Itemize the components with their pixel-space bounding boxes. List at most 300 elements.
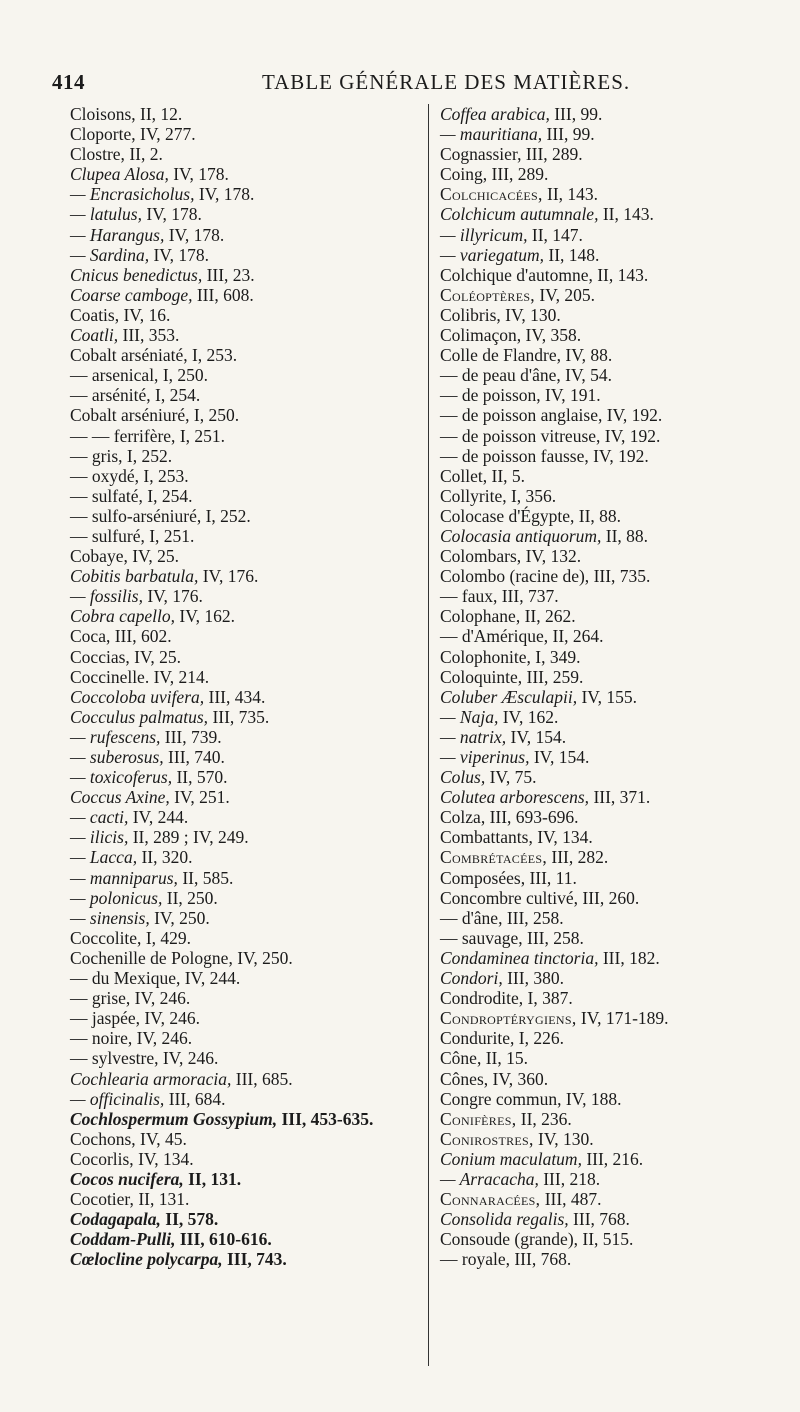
- index-entry: [70, 426, 418, 446]
- entry-reference: IV, 250.: [232, 947, 293, 968]
- entry-reference: III, 258.: [502, 907, 564, 928]
- entry-term: — sulfaté,: [70, 485, 143, 506]
- index-entry: [70, 868, 418, 888]
- index-entry: [440, 1209, 780, 1229]
- entry-term: Cobalt arséniaté,: [70, 345, 188, 366]
- index-entry: [440, 225, 780, 245]
- entry-term: — viperinus,: [440, 747, 530, 767]
- entry-reference: II, 147.: [527, 224, 583, 245]
- entry-term: Colza,: [440, 807, 486, 828]
- entry-reference: IV, 251.: [169, 787, 230, 808]
- entry-reference: IV, 171-189.: [576, 1008, 669, 1029]
- entry-term: Colocase d'Égypte,: [440, 505, 575, 526]
- entry-term: — Harangus,: [70, 224, 165, 245]
- entry-reference: IV, 188.: [561, 1088, 622, 1109]
- entry-term: — rufescens,: [70, 726, 161, 747]
- entry-term: Collet,: [440, 465, 488, 486]
- entry-reference: IV, 246.: [132, 1028, 193, 1049]
- entry-reference: II, 131.: [183, 1168, 242, 1189]
- entry-reference: III, 684.: [164, 1088, 226, 1109]
- index-entry: [440, 647, 780, 667]
- index-entry: [70, 184, 418, 204]
- entry-reference: III, 289.: [487, 164, 549, 185]
- entry-reference: II, 585.: [177, 867, 234, 888]
- entry-term: — natrix,: [440, 726, 507, 747]
- entry-reference: III, 685.: [231, 1068, 293, 1089]
- index-entry: [70, 787, 418, 807]
- entry-term: Cochlospermum Gossypium,: [70, 1108, 278, 1129]
- entry-term: Condori,: [440, 968, 503, 989]
- index-entry: [70, 988, 418, 1008]
- index-entry: [70, 827, 418, 847]
- entry-reference: IV, 154.: [506, 726, 567, 747]
- index-entry: [70, 707, 418, 727]
- index-entry: [440, 446, 780, 466]
- entry-term: Cnicus benedictus,: [70, 264, 203, 285]
- entry-reference: IV, 176.: [142, 586, 203, 607]
- entry-reference: III, 380.: [502, 968, 564, 989]
- entry-reference: III, 735.: [208, 706, 270, 727]
- entry-term: Collyrite,: [440, 485, 507, 506]
- entry-reference: II, 131.: [133, 1189, 190, 1210]
- entry-reference: IV, 246.: [158, 1048, 219, 1069]
- index-entry: [70, 265, 418, 285]
- entry-term: — sulfuré,: [70, 525, 145, 546]
- entry-reference: III, 216.: [581, 1148, 644, 1169]
- index-entry: [70, 365, 418, 385]
- entry-term: — oxydé,: [70, 465, 140, 486]
- entry-reference: IV, 155.: [577, 686, 638, 707]
- entry-term: — sauvage,: [440, 927, 523, 948]
- index-entry: [440, 667, 780, 687]
- index-entry: [440, 948, 780, 968]
- entry-reference: I, 349.: [530, 646, 581, 667]
- entry-term: Coccolite,: [70, 927, 142, 948]
- entry-reference: IV, 134.: [532, 827, 593, 848]
- index-entry: [440, 586, 780, 606]
- entry-term: — Lacca,: [70, 847, 138, 868]
- running-title: TABLE GÉNÉRALE DES MATIÈRES.: [262, 70, 631, 94]
- entry-term: — Encrasicholus,: [70, 184, 195, 205]
- entry-term: — sulfo-arséniuré,: [70, 505, 202, 526]
- entry-term: Colus,: [440, 767, 486, 788]
- entry-term: Cocos nucifera,: [70, 1168, 184, 1189]
- entry-term: Coloquinte,: [440, 666, 523, 687]
- index-entry: [440, 807, 780, 827]
- index-entry: [70, 1028, 418, 1048]
- entry-term: Colophonite,: [440, 646, 531, 667]
- entry-reference: IV, 75.: [485, 767, 537, 788]
- entry-reference: III, 259.: [522, 666, 584, 687]
- entry-reference: III, 610-616.: [175, 1229, 272, 1250]
- entry-term: Condurite,: [440, 1028, 515, 1049]
- entry-term: Coluber Æsculapii,: [440, 686, 578, 707]
- index-entry: [70, 928, 418, 948]
- entry-reference: III, 260.: [578, 887, 640, 908]
- entry-reference: IV, 178.: [141, 204, 202, 225]
- entry-term: Combattants,: [440, 827, 533, 848]
- entry-reference: III, 282.: [547, 847, 609, 868]
- entry-reference: III, 735.: [589, 566, 651, 587]
- index-entry: [440, 606, 780, 626]
- entry-reference: IV, 192.: [602, 405, 663, 426]
- entry-term: Colombars,: [440, 546, 522, 567]
- index-entry: [440, 1189, 780, 1209]
- entry-term: Combrétacées,: [440, 847, 547, 868]
- index-entry: [440, 405, 780, 425]
- entry-term: Cônes,: [440, 1068, 489, 1089]
- index-entry: [440, 888, 780, 908]
- entry-term: Colimaçon,: [440, 325, 522, 346]
- index-entry: [70, 1149, 418, 1169]
- entry-reference: II, 515.: [578, 1229, 634, 1250]
- entry-reference: IV, 132.: [521, 546, 582, 567]
- entry-reference: III, 289.: [521, 144, 583, 165]
- entry-reference: IV, 358.: [521, 325, 582, 346]
- entry-reference: IV, 250.: [149, 907, 210, 928]
- index-entry: [440, 184, 780, 204]
- index-entry: [440, 687, 780, 707]
- entry-term: Colchicacées,: [440, 184, 543, 205]
- index-entry: [440, 486, 780, 506]
- entry-reference: III, 693-696.: [485, 807, 579, 828]
- index-entry: [70, 888, 418, 908]
- entry-reference: IV, 244.: [180, 968, 241, 989]
- entry-term: — ilicis,: [70, 827, 129, 848]
- entry-reference: II, 264.: [548, 626, 604, 647]
- entry-reference: III, 99.: [542, 124, 595, 145]
- index-entry: [70, 446, 418, 466]
- index-entry: [440, 868, 780, 888]
- index-entry: [440, 707, 780, 727]
- index-entry: [440, 988, 780, 1008]
- entry-term: — d'Amérique,: [440, 626, 549, 647]
- index-entry: [440, 1028, 780, 1048]
- entry-term: Colchique d'automne,: [440, 264, 593, 285]
- entry-term: Cobaye,: [70, 546, 128, 567]
- entry-term: — de poisson fausse,: [440, 445, 589, 466]
- entry-reference: III, 608.: [192, 284, 254, 305]
- entry-term: — cacti,: [70, 807, 129, 828]
- index-entry: [440, 124, 780, 144]
- entry-reference: III, 99.: [549, 104, 603, 124]
- index-entry: [440, 144, 780, 164]
- entry-term: — de poisson vitreuse,: [440, 425, 601, 446]
- entry-reference: IV, 134.: [133, 1148, 194, 1169]
- entry-reference: IV, 154.: [529, 747, 590, 767]
- entry-term: Congre commun,: [440, 1088, 562, 1109]
- entry-term: Colocasia antiquorum,: [440, 525, 602, 546]
- entry-reference: III, 740.: [163, 747, 225, 767]
- entry-term: Cocculus palmatus,: [70, 706, 209, 727]
- entry-reference: I, 253.: [187, 345, 238, 366]
- entry-reference: IV, 130.: [533, 1128, 594, 1149]
- index-entry: [70, 526, 418, 546]
- entry-term: Coffea arabica,: [440, 104, 550, 124]
- entry-term: Cochlearia armoracia,: [70, 1068, 232, 1089]
- entry-reference: I, 250.: [189, 405, 240, 426]
- entry-term: Composées,: [440, 867, 526, 888]
- index-entry: [440, 908, 780, 928]
- entry-term: Coarse camboge,: [70, 284, 193, 305]
- index-entry: [440, 1169, 780, 1189]
- entry-reference: II, 262.: [520, 606, 576, 627]
- entry-reference: II, 2.: [124, 144, 163, 165]
- entry-term: Coatis,: [70, 304, 120, 325]
- index-entry: [70, 164, 418, 184]
- index-entry: [440, 204, 780, 224]
- entry-term: — arsénité,: [70, 385, 151, 406]
- entry-reference: I, 250.: [158, 365, 209, 386]
- entry-reference: I, 429.: [141, 927, 192, 948]
- entry-term: — — ferrifère,: [70, 425, 176, 446]
- index-entry: [70, 345, 418, 365]
- index-entry: [70, 626, 418, 646]
- entry-reference: I, 251.: [144, 525, 195, 546]
- entry-reference: III, 487.: [540, 1189, 602, 1210]
- entry-reference: I, 253.: [139, 465, 189, 486]
- entry-reference: III, 218.: [538, 1168, 601, 1189]
- entry-term: Condroptérygiens,: [440, 1008, 577, 1029]
- entry-term: — d'âne,: [440, 907, 503, 928]
- entry-reference: III, 743.: [222, 1249, 287, 1270]
- entry-term: Coccinelle.: [70, 666, 150, 687]
- index-entry: [440, 1229, 780, 1249]
- entry-term: Codagapala,: [70, 1209, 161, 1230]
- entry-term: — Sardina,: [70, 244, 150, 265]
- index-entry: [70, 325, 418, 345]
- entry-term: Colombo (racine de),: [440, 566, 590, 587]
- entry-reference: IV, 88.: [561, 345, 613, 366]
- entry-term: Connaracées,: [440, 1189, 541, 1210]
- entry-reference: II, 148.: [544, 244, 600, 265]
- index-entry: [440, 1149, 780, 1169]
- entry-reference: IV, 214.: [149, 666, 210, 687]
- index-entry: [70, 1109, 418, 1129]
- entry-term: Condaminea tinctoria,: [440, 947, 599, 968]
- index-entry: [70, 1008, 418, 1028]
- entry-term: Coccias,: [70, 646, 130, 667]
- index-entry: [70, 1229, 418, 1249]
- entry-reference: IV, 360.: [488, 1068, 549, 1089]
- index-entry: [440, 968, 780, 988]
- index-entry: [440, 1109, 780, 1129]
- entry-reference: I, 252.: [201, 505, 251, 526]
- index-entry: [440, 104, 780, 124]
- entry-term: Cobitis barbatula,: [70, 566, 199, 587]
- entry-term: Cochenille de Pologne,: [70, 947, 233, 968]
- entry-term: Colchicum autumnale,: [440, 204, 599, 225]
- index-entry: [70, 667, 418, 687]
- entry-term: — suberosus,: [70, 747, 164, 767]
- entry-term: Coing,: [440, 164, 488, 185]
- index-entry: [440, 1008, 780, 1028]
- entry-reference: III, 768.: [509, 1249, 572, 1270]
- entry-term: Colutea arborescens,: [440, 787, 590, 808]
- index-entry: [70, 807, 418, 827]
- entry-term: Consolida regalis,: [440, 1209, 569, 1230]
- entry-reference: II, 143.: [598, 204, 654, 225]
- index-entry: [70, 1209, 418, 1229]
- index-entry: [440, 385, 780, 405]
- entry-reference: I, 356.: [506, 485, 557, 506]
- index-entry: [70, 1189, 418, 1209]
- index-entry: [70, 245, 418, 265]
- entry-reference: IV, 178.: [149, 244, 210, 265]
- index-entry: [70, 466, 418, 486]
- entry-term: Cocorlis,: [70, 1148, 134, 1169]
- entry-reference: III, 434.: [204, 686, 266, 707]
- index-entry: [440, 365, 780, 385]
- entry-term: Cône,: [440, 1048, 482, 1069]
- entry-reference: I, 226.: [514, 1028, 564, 1049]
- index-entry: [440, 426, 780, 446]
- index-entry: [440, 325, 780, 345]
- entry-reference: IV, 192.: [600, 425, 661, 446]
- entry-reference: II, 15.: [481, 1048, 528, 1069]
- index-entry: [70, 204, 418, 224]
- index-entry: [440, 767, 780, 787]
- index-entry: [440, 787, 780, 807]
- entry-reference: IV, 246.: [130, 988, 191, 1009]
- index-entry: [440, 566, 780, 586]
- index-entry: [440, 827, 780, 847]
- entry-term: Cloisons,: [70, 104, 136, 124]
- index-entry: [70, 908, 418, 928]
- index-entry: [440, 506, 780, 526]
- entry-reference: IV, 162.: [498, 706, 559, 727]
- entry-term: Cloporte,: [70, 124, 136, 145]
- entry-term: — Naja,: [440, 706, 499, 727]
- index-entry: [70, 405, 418, 425]
- index-entry: [70, 225, 418, 245]
- index-entry: [70, 285, 418, 305]
- entry-term: — de poisson anglaise,: [440, 405, 603, 426]
- index-entry: [70, 968, 418, 988]
- entry-term: Coatli,: [70, 325, 119, 346]
- page-header: [52, 66, 760, 102]
- index-entry: [440, 305, 780, 325]
- entry-term: — gris,: [70, 445, 123, 466]
- entry-reference: II, 88.: [574, 505, 622, 526]
- index-entry: [70, 847, 418, 867]
- entry-term: — royale,: [440, 1249, 510, 1270]
- index-entry: [70, 1249, 418, 1269]
- entry-reference: IV, 130.: [500, 304, 561, 325]
- entry-reference: IV, 192.: [588, 445, 649, 466]
- entry-reference: IV, 176.: [198, 566, 259, 587]
- index-entry: [440, 466, 780, 486]
- index-entry: [70, 566, 418, 586]
- index-entry: [440, 747, 780, 767]
- entry-reference: III, 353.: [118, 325, 180, 346]
- entry-reference: IV, 178.: [168, 164, 229, 185]
- index-entry: [70, 767, 418, 787]
- entry-reference: II, 578.: [160, 1209, 219, 1230]
- entry-reference: III, 11.: [525, 867, 577, 888]
- entry-term: — toxicoferus,: [70, 767, 173, 788]
- entry-term: — manniparus,: [70, 867, 178, 888]
- entry-reference: IV, 45.: [135, 1128, 187, 1149]
- entry-reference: III, 23.: [202, 264, 255, 285]
- index-entry: [440, 265, 780, 285]
- entry-term: Cognassier,: [440, 144, 522, 165]
- index-entry: [440, 1129, 780, 1149]
- entry-term: — sylvestre,: [70, 1048, 159, 1069]
- entry-reference: IV, 178.: [194, 184, 255, 205]
- entry-reference: III, 371.: [589, 787, 651, 808]
- entry-reference: IV, 191.: [540, 385, 601, 406]
- column-divider: [428, 104, 429, 1366]
- index-entry: [70, 1169, 418, 1189]
- index-entry: [70, 104, 418, 124]
- entry-term: — de poisson,: [440, 385, 541, 406]
- entry-term: — latulus,: [70, 204, 142, 225]
- entry-term: Clostre,: [70, 144, 125, 165]
- entry-term: Cobra capello,: [70, 606, 175, 627]
- entry-reference: II, 289 ; IV, 249.: [128, 827, 249, 848]
- index-entry: [70, 727, 418, 747]
- entry-reference: I, 252.: [122, 445, 173, 466]
- entry-reference: I, 254.: [150, 385, 201, 406]
- entry-term: — faux,: [440, 586, 498, 607]
- entry-term: — officinalis,: [70, 1088, 165, 1109]
- index-entry: [440, 1249, 780, 1269]
- index-entry: [70, 687, 418, 707]
- entry-term: Coca,: [70, 626, 111, 647]
- entry-term: Cocotier,: [70, 1189, 134, 1210]
- index-entry: [70, 747, 418, 767]
- entry-reference: III, 602.: [110, 626, 172, 647]
- entry-term: Clupea Alosa,: [70, 164, 169, 185]
- entry-reference: II, 12.: [135, 104, 183, 124]
- index-entry: [440, 164, 780, 184]
- entry-reference: III, 768.: [568, 1209, 630, 1230]
- index-entry: [440, 1069, 780, 1089]
- entry-term: Concombre cultivé,: [440, 887, 579, 908]
- entry-reference: III, 258.: [522, 927, 584, 948]
- index-entry: [70, 486, 418, 506]
- entry-term: Colibris,: [440, 304, 501, 325]
- index-entry: [70, 1089, 418, 1109]
- entry-reference: II, 570.: [172, 767, 228, 788]
- entry-reference: IV, 16.: [119, 304, 171, 325]
- index-entry: [70, 948, 418, 968]
- index-column-right: [440, 104, 780, 1269]
- entry-reference: IV, 178.: [164, 224, 225, 245]
- entry-term: — illyricum,: [440, 224, 528, 245]
- entry-reference: II, 143.: [592, 264, 649, 285]
- entry-reference: IV, 162.: [175, 606, 235, 627]
- entry-term: — grise,: [70, 988, 131, 1009]
- page-number: 414: [52, 70, 85, 94]
- entry-term: Coccus Axine,: [70, 787, 170, 808]
- index-entry: [70, 124, 418, 144]
- entry-term: — de peau d'âne,: [440, 365, 561, 386]
- entry-term: Colle de Flandre,: [440, 345, 562, 366]
- index-entry: [440, 626, 780, 646]
- entry-reference: IV, 25.: [129, 646, 181, 667]
- entry-reference: IV, 54.: [560, 365, 612, 386]
- entry-reference: III, 453-635.: [277, 1108, 374, 1129]
- entry-term: — variegatum,: [440, 244, 545, 265]
- entry-term: Consoude (grande),: [440, 1229, 579, 1250]
- entry-reference: II, 88.: [601, 525, 649, 546]
- entry-reference: I, 387.: [523, 988, 573, 1009]
- entry-term: — mauritiana,: [440, 124, 543, 145]
- index-entry: [70, 1069, 418, 1089]
- entry-term: Conifères,: [440, 1108, 517, 1129]
